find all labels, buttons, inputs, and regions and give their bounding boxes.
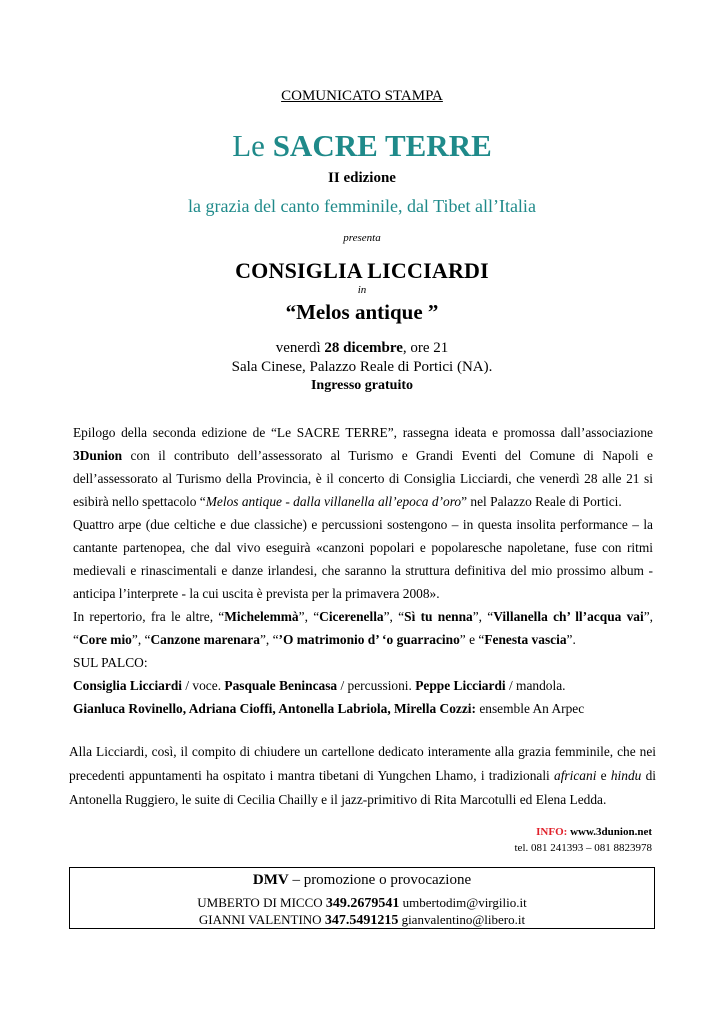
performer-name: Pasquale Benincasa — [224, 678, 338, 693]
on-stage-label: SUL PALCO: — [73, 655, 148, 670]
repertoire-intro: In repertorio, fra le altre, “ — [73, 609, 225, 624]
song-title: Cicerenella — [319, 609, 384, 624]
event-title — [0, 128, 724, 164]
ensemble-role: ensemble An Arpec — [475, 701, 585, 716]
dmv-title — [70, 872, 654, 889]
performers-line-1 — [73, 674, 653, 697]
contact-umberto — [70, 895, 654, 912]
closing-line-2-post: di — [641, 768, 657, 783]
separator: ”, “ — [259, 632, 279, 647]
contact-name: GIANNI VALENTINO — [198, 912, 325, 927]
info-block — [515, 824, 653, 856]
info-website: www.3dunion.net — [567, 826, 652, 838]
event-title-main: SACRE TERRE — [272, 128, 492, 163]
body-line-7: medievali e rinascimentali e danze irlandesi, che saranno la struttura definitiva del mio prossimo album - — [73, 563, 653, 578]
closing-line-2-pre: precedenti appuntamenti ha ospitato i mantra tibetani di Yungchen Lhamo, i tradizionali — [69, 768, 555, 783]
performer-name: Peppe Licciardi — [415, 678, 506, 693]
body-line-4-post: ” nel Palazzo Reale di Portici. — [461, 494, 622, 509]
separator: ”, “ — [298, 609, 320, 624]
contact-phone: 349.2679541 — [325, 896, 400, 911]
song-title: ’O matrimonio d’ ‘o guarracino — [278, 632, 460, 647]
event-time: , ore 21 — [402, 340, 449, 356]
event-date: 28 dicembre — [324, 340, 403, 356]
body-line-4-pre: esibirà nello spettacolo “ — [73, 494, 206, 509]
body-line-1: Epilogo della seconda edizione de “Le SACRE TERRE”, rassegna ideata e promossa dall’associazione — [73, 425, 653, 440]
presenta-label: presenta — [343, 232, 381, 244]
press-body — [73, 421, 653, 720]
event-title-prefix: Le — [232, 128, 265, 163]
edition-label: II edizione — [328, 170, 396, 186]
song-title: Villanella ch’ ll’acqua vai — [493, 609, 644, 624]
closing-paragraph — [69, 740, 656, 812]
contact-gianni — [70, 912, 654, 929]
separator: ”, “ — [131, 632, 151, 647]
body-line-4 — [73, 490, 653, 513]
info-phones: tel. 081 241393 – 081 8823978 — [514, 842, 652, 854]
closing-line-2-mid: e — [596, 768, 611, 783]
separator: ”, “ — [472, 609, 494, 624]
show-title: “Melos antique ” — [285, 300, 439, 324]
body-line-5: Quattro arpe (due celtiche e due classiche) e percussioni sostengono – in questa insolita performance – la — [73, 517, 653, 532]
event-date-line — [0, 340, 724, 357]
info-label: INFO: — [536, 826, 568, 838]
separator: ” e “ — [459, 632, 485, 647]
dmv-contact-box — [69, 867, 655, 929]
in-label: in — [357, 284, 367, 296]
performers-line-2 — [73, 697, 653, 720]
performer-role: / mandola. — [505, 678, 566, 693]
performer-role: / percussioni. — [337, 678, 416, 693]
closing-line-1: Alla Licciardi, così, il compito di chiudere un cartellone dedicato interamente alla grazia femminile, che nei — [69, 744, 656, 759]
day-label: venerdì — [275, 340, 321, 356]
genre-africani: africani — [554, 768, 597, 783]
entry-info: Ingresso gratuito — [310, 378, 414, 393]
performer-role: / voce. — [182, 678, 225, 693]
ensemble-names: Gianluca Rovinello, Adriana Cioffi, Antonella Labriola, Mirella Cozzi: — [73, 701, 476, 716]
separator: ”, “ — [383, 609, 405, 624]
song-title: Sì tu nenna — [404, 609, 473, 624]
artist-name: CONSIGLIA LICCIARDI — [235, 258, 489, 283]
song-title: Core mio — [78, 632, 132, 647]
genre-hindu: hindu — [610, 768, 642, 783]
contact-email: gianvalentino@libero.it — [398, 912, 526, 927]
contact-email: umbertodim@virgilio.it — [399, 895, 527, 910]
performer-name: Consiglia Licciardi — [73, 678, 182, 693]
separator: ”. — [566, 632, 576, 647]
contact-name: UMBERTO DI MICCO — [197, 895, 326, 910]
event-venue: Sala Cinese, Palazzo Reale di Portici (NA). — [231, 359, 493, 375]
separator: “ — [73, 632, 79, 647]
show-full-title: Melos antique - dalla villanella all’epoca d’oro — [205, 494, 462, 509]
dmv-slogan: – promozione o provocazione — [288, 872, 472, 888]
repertoire-line-1 — [73, 605, 653, 628]
body-line-2-text: con il contributo dell’assessorato al Turismo e Grandi Eventi del Comune di Napoli e — [122, 448, 653, 463]
tagline: la grazia del canto femminile, dal Tibet all’Italia — [188, 196, 536, 216]
separator: ”, — [643, 609, 654, 624]
body-line-8: anticipa l’interprete - la cui uscita è prevista per la primavera 2008». — [73, 586, 440, 601]
repertoire-line-2 — [73, 628, 653, 651]
closing-line-3: Antonella Ruggiero, le suite di Cecilia Chailly e il jazz-primitivo di Rita Marcotulli ed Elena Ledda. — [69, 792, 607, 807]
closing-line-2 — [69, 764, 656, 788]
contact-phone: 347.5491215 — [324, 913, 399, 928]
song-title: Michelemmà — [224, 609, 299, 624]
info-line — [515, 824, 653, 840]
dmv-name: DMV — [252, 872, 289, 888]
body-line-3: dell’assessorato al Turismo della Provincia, è il concerto di Consiglia Licciardi, che venerdì 28 alle 21 si — [73, 471, 653, 486]
song-title: Fenesta vascia — [484, 632, 567, 647]
body-line-2 — [73, 444, 653, 467]
body-line-6: cantante partenopea, che dal vivo eseguirà «canzoni popolari e popolaresche napoletane, fuse con ritmi — [73, 540, 653, 555]
organizer-name: 3Dunion — [73, 448, 123, 463]
song-title: Canzone marenara — [150, 632, 260, 647]
press-release-label: COMUNICATO STAMPA — [281, 88, 443, 104]
